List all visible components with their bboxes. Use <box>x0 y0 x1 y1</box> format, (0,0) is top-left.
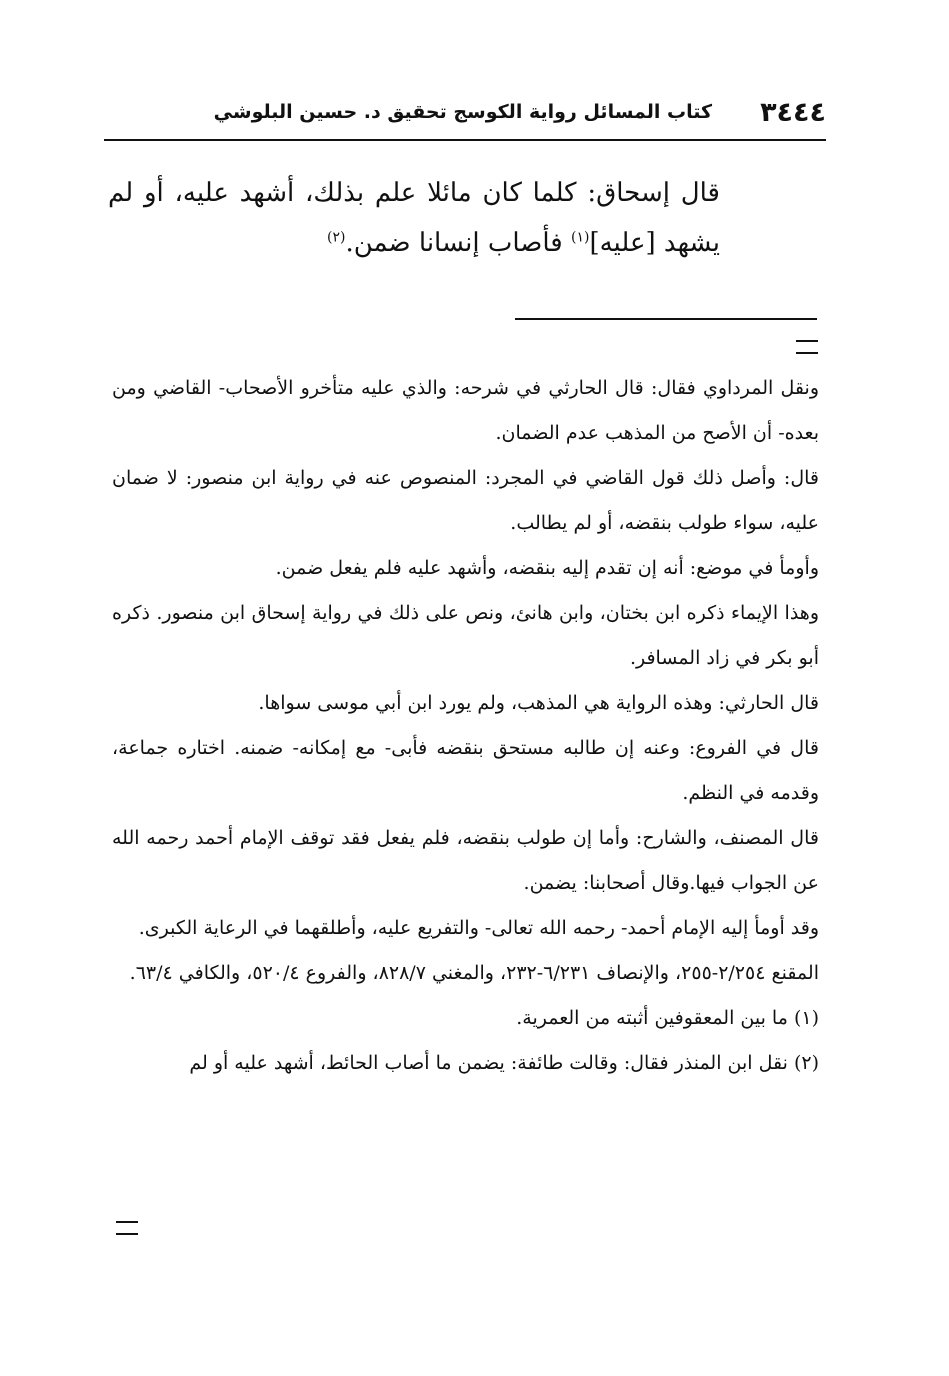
continuation-mark <box>796 340 818 354</box>
page-header <box>104 88 826 136</box>
main-paragraph <box>108 168 720 268</box>
footnote-1: (١) ما بين المعقوفين أثبته من العمرية. <box>516 1007 819 1029</box>
footnotes-area <box>112 366 819 1086</box>
footnote-2: (٢) نقل ابن المنذر فقال: وقالت طائفة: يضمن ما أصاب الحائط، أشهد عليه أو لم <box>189 1052 819 1074</box>
main-text-part2: فأصاب إنسانا ضمن. <box>345 228 571 258</box>
note-paragraph: وهذا الإيماء ذكره ابن بختان، وابن هانئ، ونص على ذلك في رواية إسحاق ابن منصور. ذكره أبو بكر في زاد المسافر. <box>112 602 819 669</box>
note-paragraph: قال: وأصل ذلك قول القاضي في المجرد: المنصوص عنه في رواية ابن منصور: لا ضمان عليه، سواء طولب بنقضه، أو لم يطالب. <box>112 467 819 534</box>
continuation-end-mark <box>116 1221 138 1235</box>
footnote-separator <box>515 318 817 320</box>
note-references: المقنع ٢/٢٥٤-٢٥٥، والإنصاف ٦/٢٣١-٢٣٢، والمغني ٨٢٨/٧، والفروع ٥٢٠/٤، والكافي ٦٣/٤. <box>129 962 819 984</box>
note-paragraph: ونقل المرداوي فقال: قال الحارثي في شرحه: والذي عليه متأخرو الأصحاب- القاضي ومن بعده- أن الأصح من المذهب عدم الضمان. <box>112 377 819 444</box>
note-paragraph: قال المصنف، والشارح: وأما إن طولب بنقضه، فلم يفعل فقد توقف الإمام أحمد رحمه الله عن الجواب فيها.وقال أصحابنا: يضمن. <box>112 827 819 894</box>
note-paragraph: قال في الفروع: وعنه إن طالبه مستحق بنقضه فأبى- مع إمكانه- ضمنه. اختاره جماعة، وقدمه في النظم. <box>112 737 819 804</box>
note-paragraph: وأومأ في موضع: أنه إن تقدم إليه بنقضه، وأشهد عليه فلم يفعل ضمن. <box>275 557 819 579</box>
footnote-ref-2: (٢) <box>327 229 346 246</box>
main-text <box>108 168 720 268</box>
note-paragraph: وقد أومأ إليه الإمام أحمد- رحمه الله تعالى- والتفريع عليه، وأطلقهما في الرعاية الكبرى. <box>138 917 819 939</box>
header-rule <box>104 139 826 141</box>
footnote-ref-1: (١) <box>571 229 590 246</box>
page-number: ٣٤٤٤ <box>760 96 826 128</box>
main-text-part1: قال إسحاق: كلما كان مائلا علم بذلك، أشهد عليه، أو لم يشهد [عليه] <box>108 178 720 258</box>
running-title: كتاب المسائل رواية الكوسج تحقيق د. حسين البلوشي <box>213 101 713 123</box>
note-paragraph: قال الحارثي: وهذه الرواية هي المذهب، ولم يورد ابن أبي موسى سواها. <box>258 692 819 714</box>
